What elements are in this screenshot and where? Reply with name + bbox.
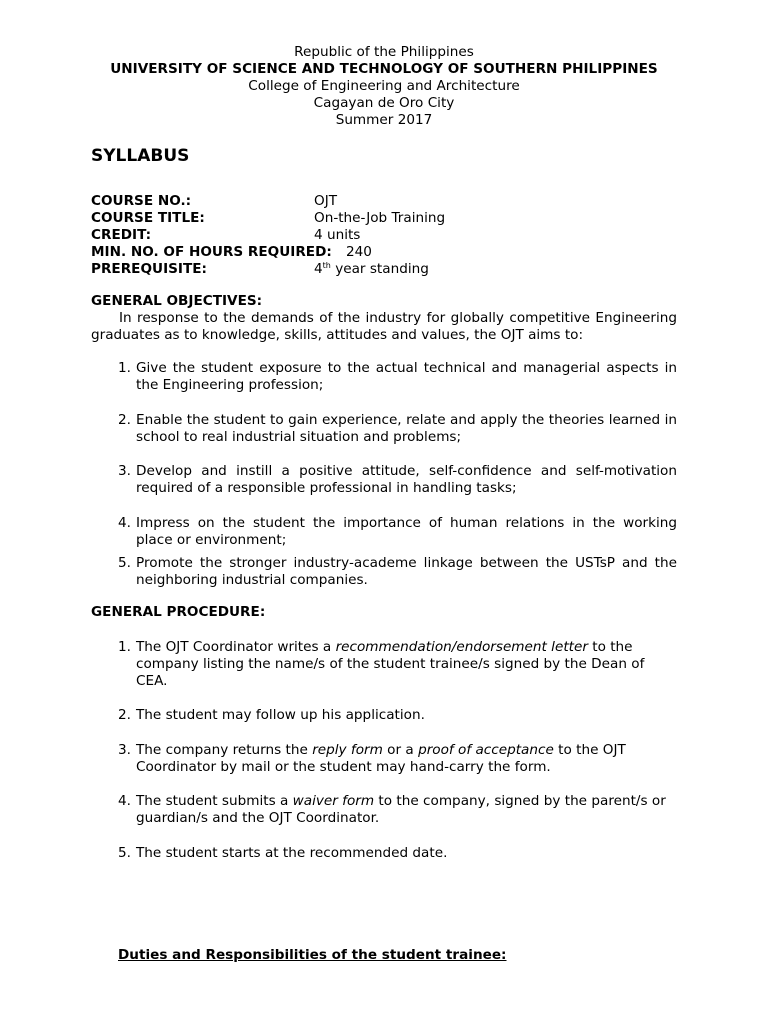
prerequisite-suffix: th: [322, 261, 331, 270]
procedure-number: 2.: [118, 707, 131, 723]
objective-number: 4.: [118, 515, 131, 531]
procedure-heading: GENERAL PROCEDURE:: [91, 604, 266, 620]
procedure-emphasis: recommendation/endorsement letter: [335, 639, 588, 655]
procedure-item: [118, 742, 656, 776]
course-no-row: [91, 193, 691, 210]
procedure-number: 5.: [118, 845, 131, 861]
objective-item: [118, 463, 677, 497]
course-no-value: OJT: [314, 193, 338, 209]
objective-number: 3.: [118, 463, 131, 479]
procedure-emphasis: proof of acceptance: [418, 742, 554, 758]
procedure-item: [118, 707, 656, 724]
course-no-label: COURSE NO.:: [91, 193, 192, 209]
procedure-number: 3.: [118, 742, 131, 758]
objective-number: 1.: [118, 360, 131, 376]
objective-text: Promote the stronger industry-academe linkage between the USTsP and the neighboring industrial companies.: [136, 555, 677, 588]
procedure-emphasis: waiver form: [292, 793, 375, 809]
objective-item: [118, 412, 677, 446]
objective-number: 5.: [118, 555, 131, 571]
objective-number: 2.: [118, 412, 131, 428]
credit-label: CREDIT:: [91, 227, 152, 243]
prerequisite-value: [314, 261, 429, 278]
header-term: Summer 2017: [335, 112, 433, 128]
procedure-text: The OJT Coordinator writes a: [136, 639, 336, 655]
objective-text: Develop and instill a positive attitude, self-confidence and self-motivation required of a responsible professional in handling tasks;: [136, 463, 677, 496]
header-republic: Republic of the Philippines: [294, 44, 474, 60]
course-info: [91, 193, 691, 278]
procedure-text: to the OJT Coordinator by mail or the student may hand-carry the form.: [136, 742, 626, 775]
procedure-item: [118, 793, 676, 827]
procedure-number: 1.: [118, 639, 131, 655]
course-title-row: [91, 210, 691, 227]
procedure-text: The student submits a: [136, 793, 293, 809]
objective-text: Give the student exposure to the actual technical and managerial aspects in the Engineering profession;: [136, 360, 677, 393]
objective-item: [118, 515, 677, 549]
objective-text: Enable the student to gain experience, relate and apply the theories learned in school to real industrial situation and problems;: [136, 412, 677, 445]
procedure-item: [118, 639, 656, 690]
procedure-text: to the company, signed by the parent/s or guardian/s and the OJT Coordinator.: [136, 793, 666, 826]
objective-item: [118, 555, 677, 589]
objectives-heading: GENERAL OBJECTIVES:: [91, 293, 263, 309]
procedure-text: The student may follow up his application.: [136, 707, 425, 723]
objective-item: [118, 360, 677, 394]
document-title: SYLLABUS: [91, 146, 190, 166]
course-title-value: On-the-Job Training: [314, 210, 446, 226]
hours-label: MIN. NO. OF HOURS REQUIRED:: [91, 244, 332, 260]
procedure-text: The company returns the: [136, 742, 313, 758]
header-city: Cagayan de Oro City: [313, 95, 455, 111]
procedure-number: 4.: [118, 793, 131, 809]
header-university: UNIVERSITY OF SCIENCE AND TECHNOLOGY OF SOUTHERN PHILIPPINES: [110, 61, 658, 77]
document-header: [0, 44, 768, 129]
prerequisite-text: year standing: [330, 261, 429, 277]
prerequisite-row: [91, 261, 691, 278]
procedure-text: or a: [382, 742, 419, 758]
procedure-emphasis: reply form: [312, 742, 383, 758]
credit-row: [91, 227, 691, 244]
hours-value: 240: [346, 244, 372, 260]
objectives-intro: In response to the demands of the industry for globally competitive Engineering graduates as to knowledge, skills, attitudes and values, the OJT aims to:: [91, 310, 677, 343]
duties-heading: Duties and Responsibilities of the student trainee:: [118, 947, 507, 963]
prerequisite-label: PREREQUISITE:: [91, 261, 207, 277]
procedure-text: to the company listing the name/s of the student trainee/s signed by the Dean of CEA.: [136, 639, 645, 689]
prerequisite-year: 4: [314, 261, 323, 277]
course-title-label: COURSE TITLE:: [91, 210, 205, 226]
procedure-item: [118, 845, 676, 862]
objective-text: Impress on the student the importance of human relations in the working place or environment;: [136, 515, 677, 548]
credit-value: 4 units: [314, 227, 361, 243]
hours-row: [91, 244, 691, 261]
procedure-text: The student starts at the recommended date.: [136, 845, 448, 861]
header-college: College of Engineering and Architecture: [248, 78, 520, 94]
